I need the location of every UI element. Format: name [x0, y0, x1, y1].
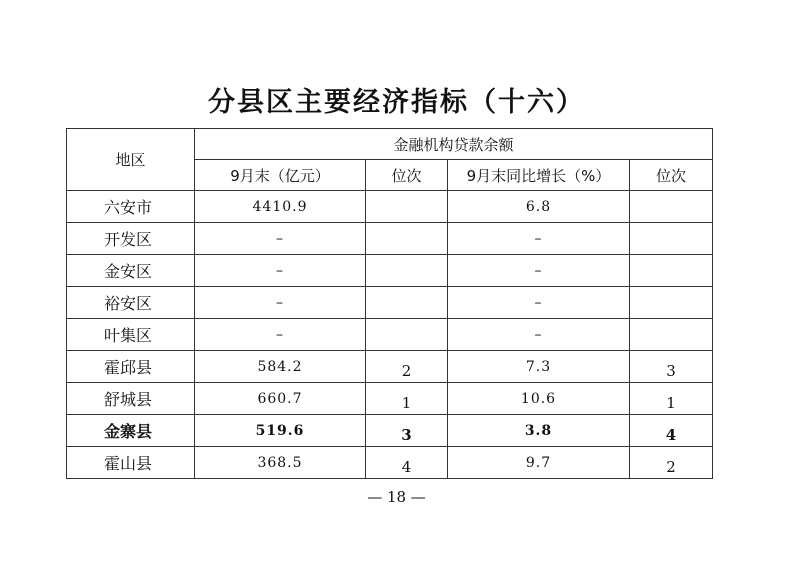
growth-cell: – [448, 319, 630, 351]
balance-cell: 519.6 [195, 415, 366, 447]
page-number: — 18 — [367, 488, 426, 506]
table-row [67, 383, 713, 415]
rank-balance-cell: 1 [366, 383, 448, 415]
header-row-1 [67, 129, 713, 160]
rank-balance-cell: 4 [366, 447, 448, 479]
header-region: 地区 [67, 129, 195, 191]
balance-cell: – [195, 255, 366, 287]
region-cell: 霍邱县 [67, 351, 195, 383]
growth-cell: – [448, 255, 630, 287]
region-cell: 开发区 [67, 223, 195, 255]
rank-growth-cell: 4 [630, 415, 713, 447]
rank-growth-cell [630, 287, 713, 319]
rank-growth-cell [630, 319, 713, 351]
table-row-highlighted [67, 415, 713, 447]
balance-cell: 368.5 [195, 447, 366, 479]
economic-indicators-table [66, 128, 713, 479]
rank-balance-cell [366, 255, 448, 287]
rank-balance-cell [366, 319, 448, 351]
region-cell: 金寨县 [67, 415, 195, 447]
rank-growth-cell: 1 [630, 383, 713, 415]
growth-cell: 10.6 [448, 383, 630, 415]
table-row [67, 319, 713, 351]
region-cell: 六安市 [67, 191, 195, 223]
rank-growth-cell: 3 [630, 351, 713, 383]
growth-cell: 6.8 [448, 191, 630, 223]
region-cell: 舒城县 [67, 383, 195, 415]
balance-cell: 584.2 [195, 351, 366, 383]
rank-growth-cell [630, 255, 713, 287]
header-loan-balance-group: 金融机构贷款余额 [195, 129, 713, 160]
rank-growth-cell [630, 223, 713, 255]
rank-balance-cell [366, 191, 448, 223]
rank-balance-cell: 3 [366, 415, 448, 447]
region-cell: 裕安区 [67, 287, 195, 319]
header-rank-balance: 位次 [366, 160, 448, 191]
rank-balance-cell: 2 [366, 351, 448, 383]
balance-cell: – [195, 287, 366, 319]
balance-cell: 4410.9 [195, 191, 366, 223]
table-row [67, 223, 713, 255]
growth-cell: 7.3 [448, 351, 630, 383]
header-balance: 9月末（亿元） [195, 160, 366, 191]
header-rank-growth: 位次 [630, 160, 713, 191]
growth-cell: 9.7 [448, 447, 630, 479]
balance-cell: 660.7 [195, 383, 366, 415]
region-cell: 霍山县 [67, 447, 195, 479]
rank-growth-cell [630, 191, 713, 223]
growth-cell: 3.8 [448, 415, 630, 447]
table-row [67, 287, 713, 319]
page-title: 分县区主要经济指标（十六） [208, 87, 585, 118]
table-row [67, 255, 713, 287]
header-growth: 9月末同比增长（%） [448, 160, 630, 191]
rank-balance-cell [366, 287, 448, 319]
balance-cell: – [195, 319, 366, 351]
growth-cell: – [448, 223, 630, 255]
table-row [67, 447, 713, 479]
balance-cell: – [195, 223, 366, 255]
table-row [67, 191, 713, 223]
table-row [67, 351, 713, 383]
growth-cell: – [448, 287, 630, 319]
rank-balance-cell [366, 223, 448, 255]
rank-growth-cell: 2 [630, 447, 713, 479]
region-cell: 金安区 [67, 255, 195, 287]
region-cell: 叶集区 [67, 319, 195, 351]
